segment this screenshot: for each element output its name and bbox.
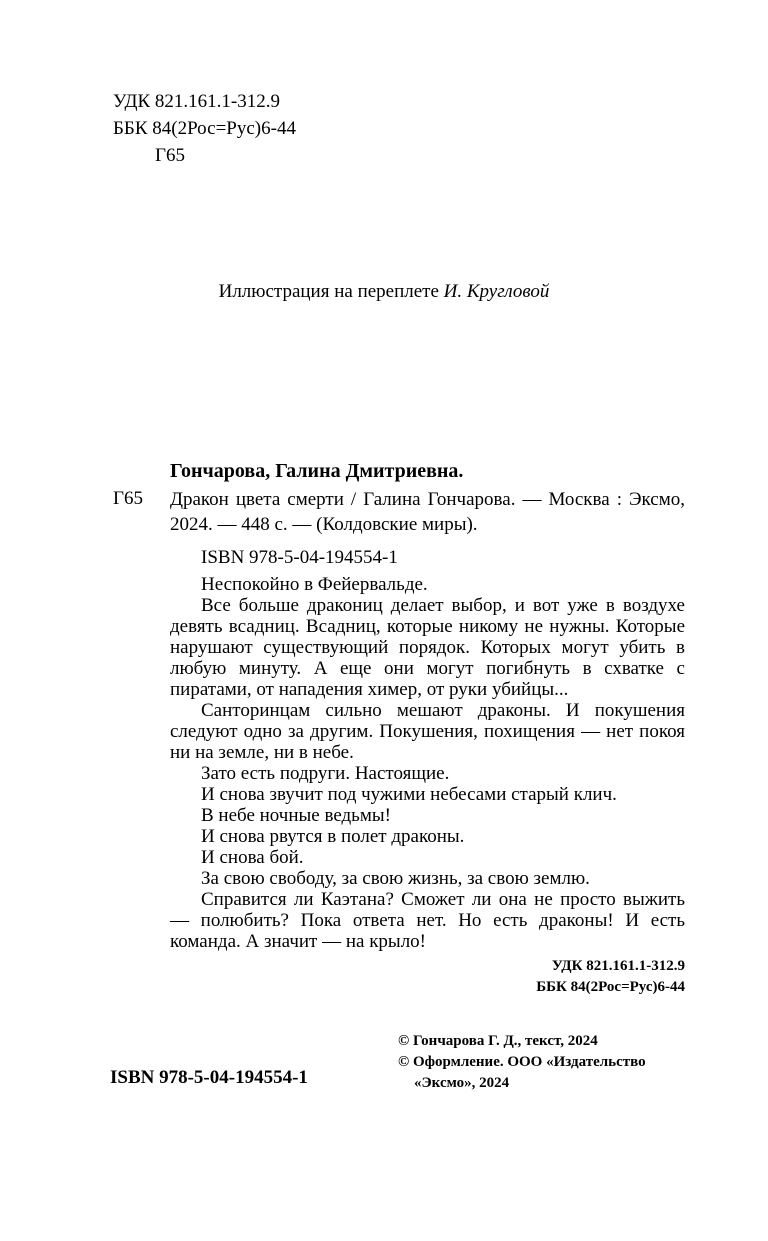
annotation-paragraph: В небе ночные ведьмы!: [201, 805, 391, 826]
copyright-publisher: «Эксмо», 2024: [414, 1075, 510, 1091]
catalog-author-mark: Г65: [113, 488, 143, 509]
bbk-code-bottom: ББК 84(2Рос=Рус)6-44: [536, 979, 685, 995]
copyright-block: [398, 1031, 646, 1094]
copyright-text: © Гончарова Г. Д., текст, 2024: [398, 1033, 598, 1049]
isbn-bottom: ISBN 978-5-04-194554-1: [110, 1067, 308, 1088]
bottom-classification-codes: [485, 956, 685, 998]
catalog-description: Дракон цвета смерти / Галина Гончарова. — Москва : Эксмо, 2024. — 448 с. — (Колдовские миры).: [170, 489, 685, 535]
illustration-credit: [0, 281, 768, 303]
copyright-design: © Оформление. ООО «Издательство: [398, 1054, 646, 1070]
illustration-artist: И. Кругловой: [443, 281, 550, 302]
annotation-paragraph: За свою свободу, за свою жизнь, за свою землю.: [201, 868, 590, 889]
annotation-paragraph: Справится ли Каэтана? Сможет ли она не просто выжить — полюбить? Пока ответа нет. Но есть драконы! И есть команда. А значит — на крыло!: [170, 889, 685, 952]
annotation-paragraph: И снова бой.: [201, 847, 304, 868]
catalog-isbn: ISBN 978-5-04-194554-1: [201, 547, 398, 568]
annotation-paragraph: Неспокойно в Фейервальде.: [201, 574, 428, 595]
illustration-credit-text: Иллюстрация на переплете: [218, 281, 439, 302]
catalog-author: Гончарова, Галина Дмитриевна.: [170, 460, 464, 482]
author-mark: Г65: [155, 145, 185, 166]
annotation-paragraph: Все больше дракониц делает выбор, и вот уже в воздухе девять всадниц. Всадниц, которые никому не нужны. Которые нарушают существующий порядок. Которых могут убить в любую минуту. А еще они могут погибнуть в схватке с пиратами, от нападения химер, от руки убийцы...: [170, 595, 685, 700]
annotation-paragraph: И снова звучит под чужими небесами старый клич.: [201, 784, 617, 805]
annotation-paragraph: Зато есть подруги. Настоящие.: [201, 763, 450, 784]
annotation-paragraph: И снова рвутся в полет драконы.: [201, 826, 465, 847]
bbk-code: ББК 84(2Рос=Рус)6-44: [113, 118, 296, 139]
udk-code-bottom: УДК 821.161.1-312.9: [551, 958, 685, 974]
udk-code: УДК 821.161.1-312.9: [113, 91, 280, 112]
annotation: [170, 574, 685, 952]
annotation-paragraph: Санторинцам сильно мешают драконы. И покушения следуют одно за другим. Покушения, похищения — нет покоя ни на земле, ни в небе.: [170, 700, 685, 763]
top-classification-codes: [113, 88, 296, 169]
